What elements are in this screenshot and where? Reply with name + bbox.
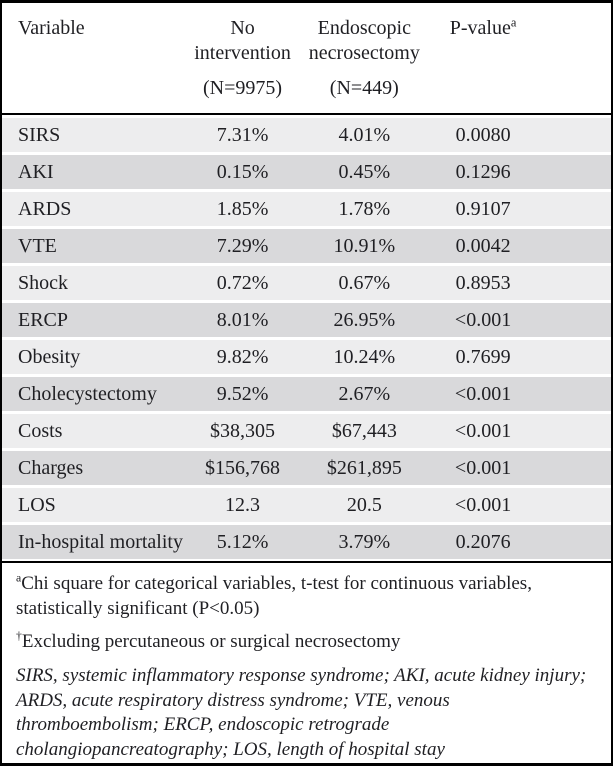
row-value: <0.001 [428, 411, 538, 448]
row-value: 0.67% [300, 263, 428, 300]
table-header [2, 3, 611, 115]
row-variable: Charges [2, 448, 185, 485]
row-value: 9.52% [185, 374, 301, 411]
row-spacer [538, 337, 611, 374]
footnotes [2, 563, 611, 763]
row-value: 7.29% [185, 226, 301, 263]
row-variable: In-hospital mortality [2, 522, 185, 559]
footnote-dagger-text: Excluding percutaneous or surgical necrosectomy [21, 631, 401, 653]
row-spacer [538, 300, 611, 337]
row-value: $261,895 [300, 448, 428, 485]
column-header-pvalue [428, 3, 538, 115]
row-value: <0.001 [428, 374, 538, 411]
column-n-endoscopic-necrosectomy: (N=449) [329, 77, 399, 99]
column-header-endoscopic-necrosectomy [300, 3, 428, 115]
column-header-no-intervention [185, 3, 301, 115]
footnote-abbreviations: SIRS, systemic inflammatory response syndrome; AKI, acute kidney injury; ARDS, acute respiratory distress syndrome; VTE, venous thromboembolism; ERCP, endoscopic retrograde cholangiopancreatography; LOS, length of hospital stay [16, 665, 587, 761]
table-row [2, 485, 611, 522]
row-value: 0.2076 [428, 522, 538, 559]
pvalue-superscript: a [510, 15, 517, 30]
table-row [2, 337, 611, 374]
row-value: 0.9107 [428, 189, 538, 226]
table-row [2, 152, 611, 189]
header-row [2, 3, 611, 115]
row-value: 4.01% [300, 115, 428, 152]
header-spacer [538, 3, 611, 115]
table-row [2, 263, 611, 300]
row-value: 20.5 [300, 485, 428, 522]
column-name-no-intervention: No intervention [194, 17, 291, 64]
footnote-a [16, 572, 595, 621]
row-variable: Obesity [2, 337, 185, 374]
table-row [2, 522, 611, 559]
pvalue-label: P-value [449, 17, 511, 39]
row-spacer [538, 448, 611, 485]
row-spacer [538, 374, 611, 411]
row-value: <0.001 [428, 300, 538, 337]
row-value: <0.001 [428, 448, 538, 485]
row-variable: Shock [2, 263, 185, 300]
row-value: 0.45% [300, 152, 428, 189]
footnote-a-text: Chi square for categorical variables, t-test for continuous variables, statistically significant (P<0.05) [16, 573, 532, 619]
row-value: 9.82% [185, 337, 301, 374]
row-value: 0.0080 [428, 115, 538, 152]
row-value: 0.15% [185, 152, 301, 189]
footnote-dagger-marker: † [16, 630, 22, 644]
row-variable: SIRS [2, 115, 185, 152]
row-value: 7.31% [185, 115, 301, 152]
table-row [2, 189, 611, 226]
row-value: 2.67% [300, 374, 428, 411]
row-value: 0.7699 [428, 337, 538, 374]
column-header-variable: Variable [2, 3, 185, 115]
row-spacer [538, 522, 611, 559]
table-row [2, 300, 611, 337]
row-variable: AKI [2, 152, 185, 189]
row-value: 26.95% [300, 300, 428, 337]
row-spacer [538, 411, 611, 448]
row-spacer [538, 485, 611, 522]
table-row [2, 374, 611, 411]
row-variable: Cholecystectomy [2, 374, 185, 411]
comparison-table [2, 3, 611, 559]
row-value: 8.01% [185, 300, 301, 337]
row-variable: ARDS [2, 189, 185, 226]
column-name-endoscopic-necrosectomy: Endoscopic necrosectomy [308, 17, 420, 64]
row-value: 5.12% [185, 522, 301, 559]
table-row [2, 226, 611, 263]
table-row [2, 115, 611, 152]
row-value: 0.8953 [428, 263, 538, 300]
row-variable: VTE [2, 226, 185, 263]
row-value: $67,443 [300, 411, 428, 448]
row-value: 3.79% [300, 522, 428, 559]
row-variable: Costs [2, 411, 185, 448]
row-value: 10.91% [300, 226, 428, 263]
row-spacer [538, 189, 611, 226]
row-value: 12.3 [185, 485, 301, 522]
row-value: 10.24% [300, 337, 428, 374]
row-value: 1.85% [185, 189, 301, 226]
row-variable: ERCP [2, 300, 185, 337]
row-value: $38,305 [185, 411, 301, 448]
table-row [2, 411, 611, 448]
footnote-a-marker: a [16, 571, 22, 585]
column-n-no-intervention: (N=9975) [203, 77, 283, 99]
footnote-dagger [16, 630, 595, 655]
row-spacer [538, 152, 611, 189]
row-value: 0.1296 [428, 152, 538, 189]
table-body [2, 115, 611, 559]
row-value: 1.78% [300, 189, 428, 226]
row-value: $156,768 [185, 448, 301, 485]
table-row [2, 448, 611, 485]
row-value: <0.001 [428, 485, 538, 522]
row-spacer [538, 115, 611, 152]
row-variable: LOS [2, 485, 185, 522]
row-spacer [538, 263, 611, 300]
row-value: 0.0042 [428, 226, 538, 263]
row-spacer [538, 226, 611, 263]
row-value: 0.72% [185, 263, 301, 300]
